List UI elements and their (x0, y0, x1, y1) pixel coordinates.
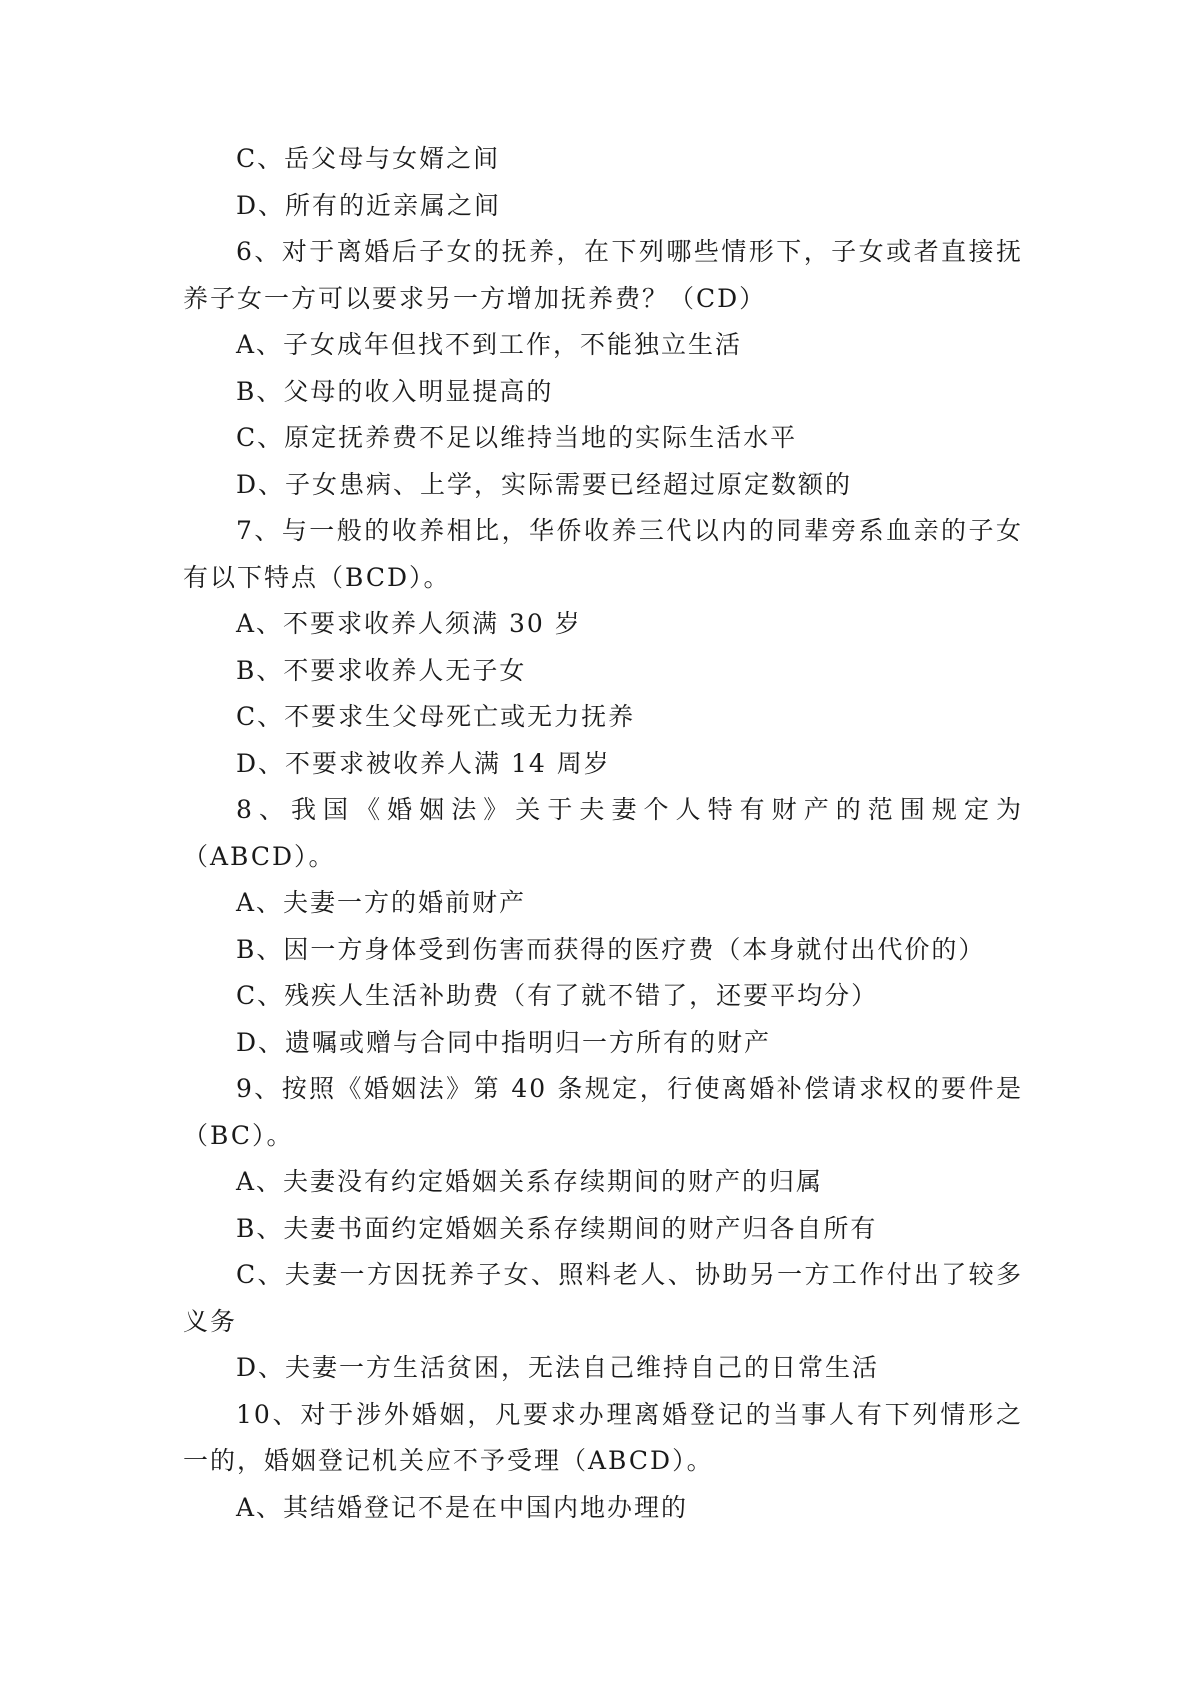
option-line: B、不要求收养人无子女 (236, 655, 527, 685)
question-continuation: 一的，婚姻登记机关应不予受理（ABCD）。 (183, 1446, 714, 1475)
question-continuation: 有以下特点（BCD）。 (183, 562, 451, 592)
option-line: D、夫妻一方生活贫困，无法自己维持自己的日常生活 (236, 1353, 880, 1382)
option-line: D、子女患病、上学，实际需要已经超过原定数额的 (236, 469, 853, 499)
question-line: 6、对于离婚后子女的抚养，在下列哪些情形下，子女或者直接抚 (236, 237, 1023, 266)
option-line: A、夫妻一方的婚前财产 (236, 888, 527, 917)
question-continuation: 养子女一方可以要求另一方增加抚养费？（CD） (183, 283, 767, 313)
option-line: A、不要求收养人须满 30 岁 (236, 609, 582, 638)
option-line: B、因一方身体受到伤害而获得的医疗费（本身就付出代价的） (236, 934, 986, 964)
question-line: 7、与一般的收养相比，华侨收养三代以内的同辈旁系血亲的子女 (236, 516, 1023, 545)
question-line: 10、对于涉外婚姻，凡要求办理离婚登记的当事人有下列情形之 (236, 1399, 1023, 1429)
question-line: 8、我国《婚姻法》关于夫妻个人特有财产的范围规定为 (236, 795, 1023, 824)
option-line: B、夫妻书面约定婚姻关系存续期间的财产归各自所有 (236, 1213, 878, 1243)
option-line: A、夫妻没有约定婚姻关系存续期间的财产的归属 (236, 1167, 824, 1196)
option-line: A、子女成年但找不到工作，不能独立生活 (236, 330, 743, 359)
text-line: D、所有的近亲属之间 (236, 190, 502, 220)
option-line: C、夫妻一方因抚养子女、照料老人、协助另一方工作付出了较多 (236, 1260, 1023, 1289)
option-line: A、其结婚登记不是在中国内地办理的 (236, 1492, 689, 1522)
option-line: D、遗嘱或赠与合同中指明归一方所有的财产 (236, 1027, 772, 1057)
question-continuation: （ABCD）。 (183, 841, 336, 871)
question-line: 9、按照《婚姻法》第 40 条规定，行使离婚补偿请求权的要件是 (236, 1074, 1023, 1103)
option-line: C、原定抚养费不足以维持当地的实际生活水平 (236, 423, 798, 452)
option-line: B、父母的收入明显提高的 (236, 376, 554, 406)
text-line: C、岳父母与女婿之间 (236, 144, 501, 173)
option-line: C、残疾人生活补助费（有了就不错了，还要平均分） (236, 981, 879, 1010)
option-line: C、不要求生父母死亡或无力抚养 (236, 702, 636, 731)
option-continuation: 义务 (183, 1306, 238, 1336)
option-line: D、不要求被收养人满 14 周岁 (236, 748, 611, 778)
document-body (183, 136, 1023, 1531)
question-continuation: （BC）。 (183, 1120, 294, 1150)
